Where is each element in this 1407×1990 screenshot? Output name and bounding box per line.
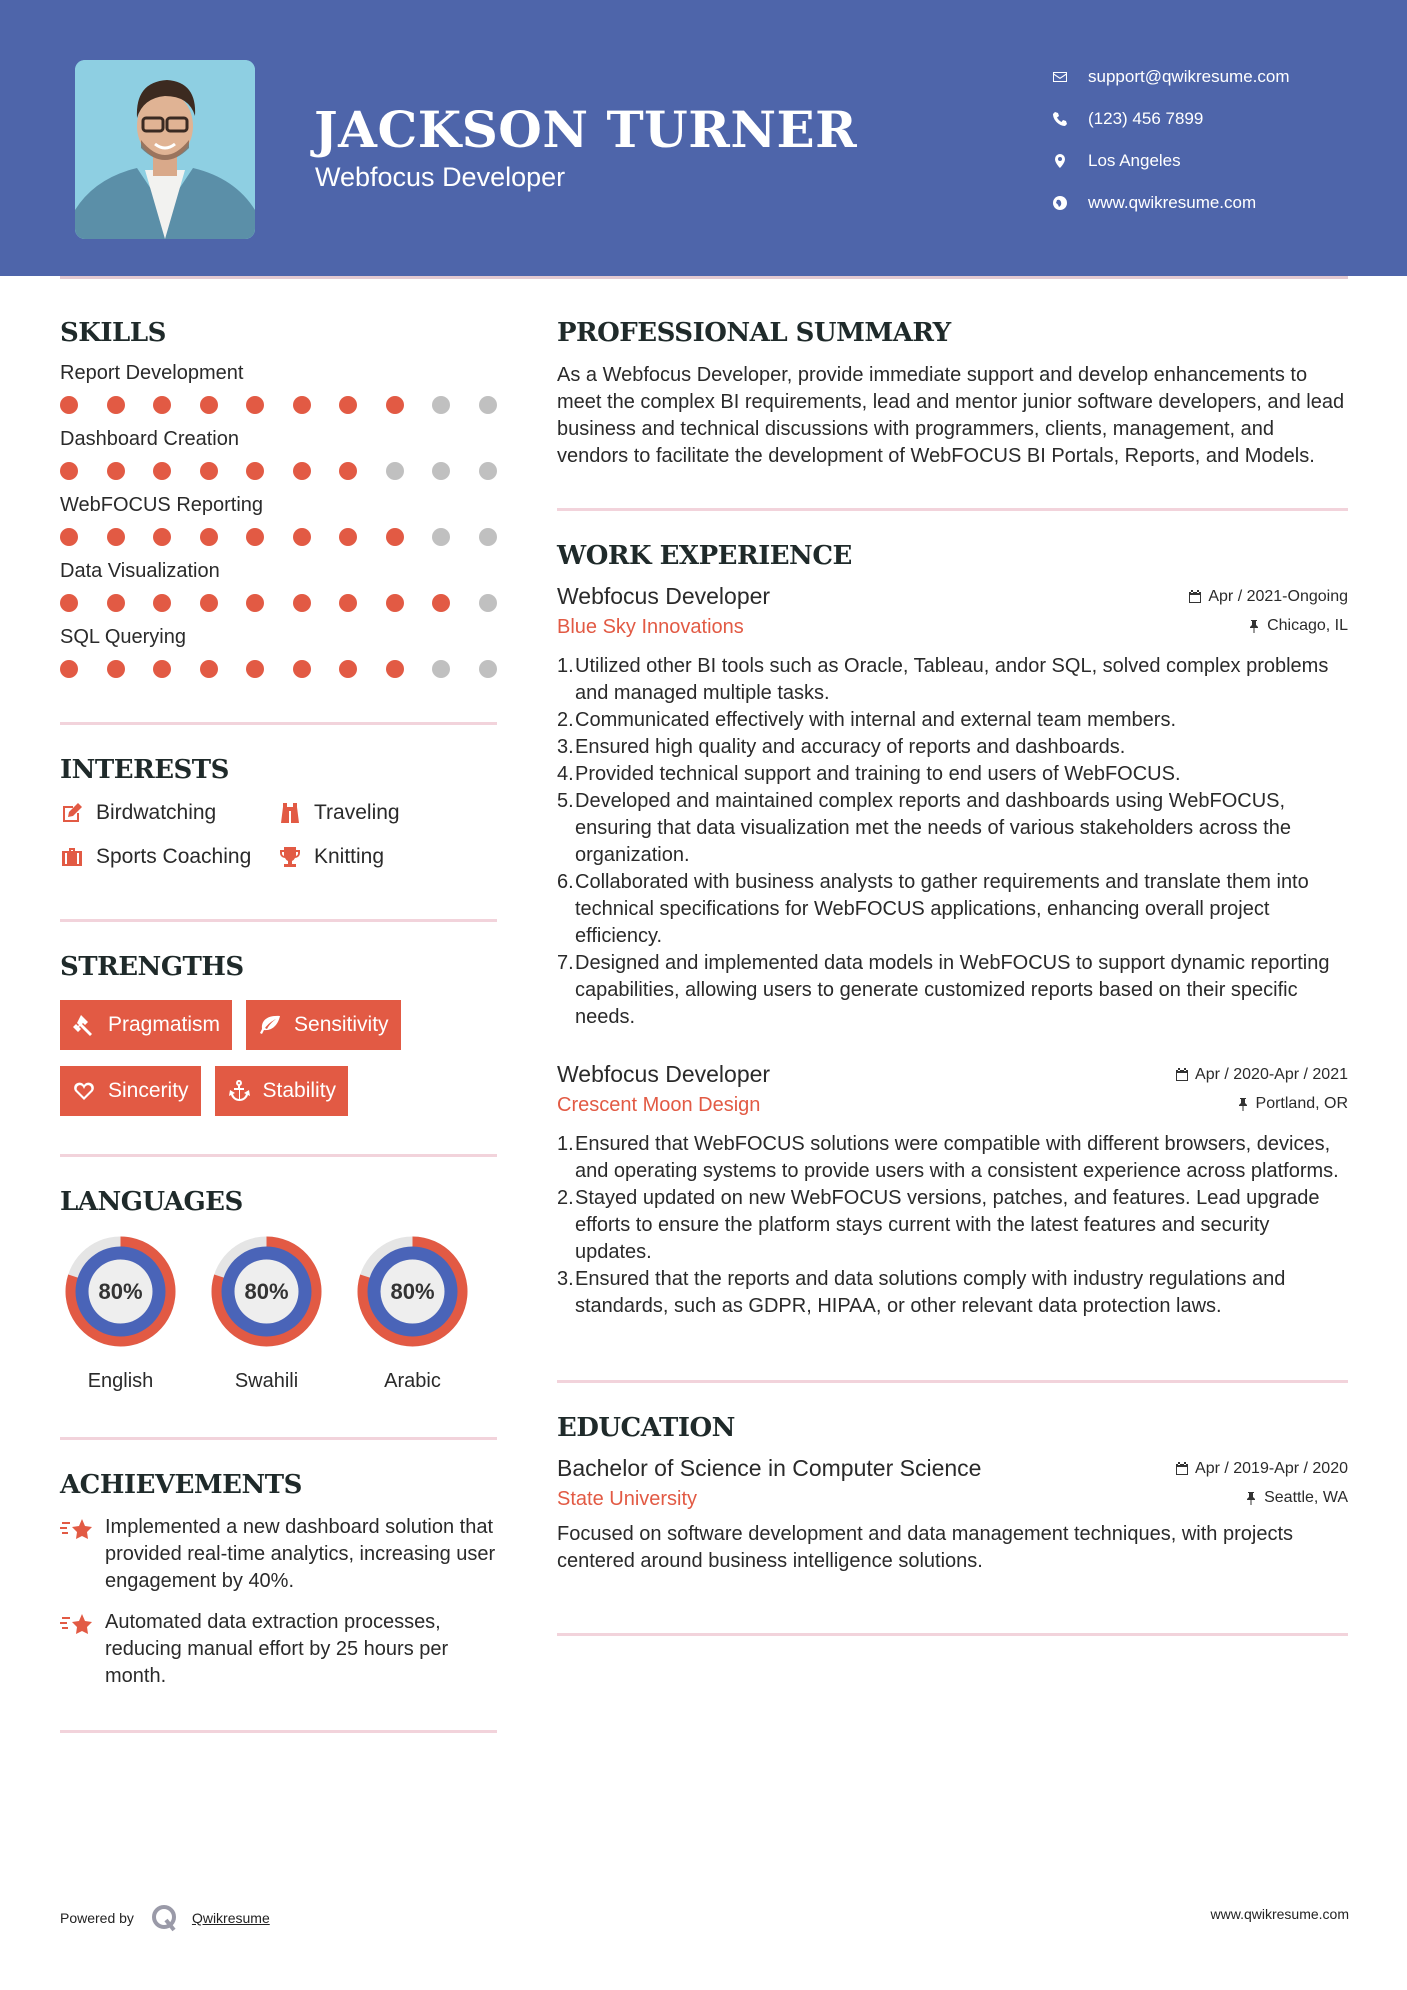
job-location-text: Portland, OR: [1255, 1095, 1348, 1112]
rating-dot-filled: [246, 396, 264, 414]
summary-text: As a Webfocus Developer, provide immediate support and develop enhancements to meet the complex BI requirements, lead and mentor junior software developers, and lead business and technical discussions with programmers, clients, management, and vendors to facilitate the development of WebFOCUS BI Portals, Reports, and Models.: [557, 364, 1345, 467]
skills-section: [60, 318, 497, 678]
skill-item: [60, 428, 497, 480]
rating-dot-filled: [386, 660, 404, 678]
rating-dot-empty: [432, 396, 450, 414]
job-subheader: [557, 616, 1348, 639]
rating-dot-filled: [293, 660, 311, 678]
shooting-star-icon: [60, 1609, 105, 1690]
contact-email-text: support@qwikresume.com: [1088, 67, 1290, 86]
section-divider: [60, 1154, 497, 1157]
pushpin-icon: [1236, 1097, 1250, 1111]
rating-dot-empty: [479, 594, 497, 612]
strength-label: Pragmatism: [108, 1013, 221, 1036]
contact-location-text: Los Angeles: [1088, 151, 1181, 170]
education-description: Focused on software development and data management techniques, with projects centered around business intelligence solutions.: [557, 1523, 1293, 1572]
education-subheader: [557, 1488, 1348, 1511]
rating-dot-filled: [200, 594, 218, 612]
job-responsibilities: [557, 1131, 1348, 1320]
section-divider: [60, 1730, 497, 1733]
skill-rating: [60, 594, 497, 612]
job-dates: [1175, 1066, 1348, 1084]
job-title: Webfocus Developer: [557, 583, 771, 609]
strength-label: Sincerity: [108, 1079, 189, 1102]
strengths-section: [60, 952, 497, 1116]
strength-badge: [215, 1066, 349, 1116]
contact-phone-text: (123) 456 7899: [1088, 109, 1204, 128]
section-divider: [60, 1437, 497, 1440]
binoculars-icon: [278, 801, 314, 825]
skill-rating: [60, 528, 497, 546]
rating-dot-empty: [386, 462, 404, 480]
rating-dot-empty: [479, 462, 497, 480]
job-location-text: Chicago, IL: [1267, 617, 1348, 634]
experience-heading: WORK EXPERIENCE: [557, 541, 852, 571]
pushpin-icon: [1244, 1491, 1258, 1505]
rating-dot-filled: [200, 660, 218, 678]
rating-dot-filled: [60, 528, 78, 546]
contact-website-text: www.qwikresume.com: [1088, 193, 1257, 212]
interest-label: Birdwatching: [96, 801, 217, 824]
map-marker-icon: [1050, 153, 1088, 169]
responsibility-item: Provided technical support and training to end users of WebFOCUS.: [575, 763, 1181, 785]
language-item: [352, 1231, 473, 1393]
header-divider: [60, 276, 1348, 279]
resume-header: [0, 0, 1407, 276]
responsibility-item: Stayed updated on new WebFOCUS versions, patches, and features. Lead upgrade efforts to ensure the platform stays current with the latest features and security updates.: [575, 1187, 1320, 1263]
rating-dot-filled: [386, 396, 404, 414]
skill-name: SQL Querying: [60, 626, 186, 648]
experience-section: [557, 541, 1348, 1320]
section-divider: [557, 508, 1348, 511]
language-percent: 80%: [98, 1278, 143, 1304]
interests-section: [60, 755, 497, 871]
rating-dot-filled: [293, 396, 311, 414]
trophy-icon: [278, 845, 314, 869]
interest-label: Traveling: [314, 801, 400, 824]
skill-rating: [60, 462, 497, 480]
leaf-icon: [258, 1013, 294, 1037]
language-item: [206, 1231, 327, 1393]
school-name: State University: [557, 1488, 698, 1510]
envelope-icon: [1050, 69, 1088, 85]
summary-section: [557, 318, 1348, 470]
job-dates: [1188, 588, 1348, 606]
interests-list: [60, 799, 497, 871]
education-section: [557, 1413, 1348, 1575]
profile-photo: [75, 60, 255, 239]
rating-dot-filled: [432, 594, 450, 612]
powered-by-label: Powered by: [60, 1910, 134, 1926]
job-location: [1236, 1095, 1348, 1113]
strength-badge: [60, 1000, 232, 1050]
language-name: English: [87, 1370, 154, 1392]
interest-label: Knitting: [314, 845, 385, 868]
rating-dot-filled: [60, 594, 78, 612]
rating-dot-filled: [339, 528, 357, 546]
language-item: [60, 1231, 181, 1393]
rating-dot-filled: [153, 660, 171, 678]
job-dates-text: Apr / 2020-Apr / 2021: [1195, 1066, 1348, 1083]
language-name: Swahili: [234, 1370, 299, 1392]
education-heading: EDUCATION: [557, 1413, 735, 1443]
rating-dot-filled: [246, 528, 264, 546]
rating-dot-filled: [200, 528, 218, 546]
job-entry: [557, 1061, 1348, 1320]
job-responsibilities: [557, 653, 1348, 1031]
responsibility-item: Developed and maintained complex reports and dashboards using WebFOCUS, ensuring that data visualization met the needs of various stakeholders across the organization.: [575, 790, 1291, 866]
responsibility-item: Ensured high quality and accuracy of reports and dashboards.: [575, 736, 1126, 758]
person-photo-icon: [75, 60, 255, 239]
responsibility-item: Collaborated with business analysts to gather requirements and translate them into technical specifications for WebFOCUS applications, enhancing overall project efficiency.: [575, 871, 1309, 947]
languages-list: [60, 1231, 497, 1393]
contact-email[interactable]: [1050, 56, 1380, 98]
job-header: [557, 583, 1348, 610]
rating-dot-filled: [60, 660, 78, 678]
skill-rating: [60, 396, 497, 414]
rating-dot-filled: [107, 594, 125, 612]
rating-dot-filled: [200, 396, 218, 414]
job-entry: [557, 583, 1348, 1031]
responsibility-item: Utilized other BI tools such as Oracle, Tableau, andor SQL, solved complex problems and managed multiple tasks.: [575, 655, 1329, 704]
skill-name: Data Visualization: [60, 560, 220, 582]
pushpin-icon: [1247, 619, 1261, 633]
company-name: Blue Sky Innovations: [557, 616, 744, 638]
footer-powered-by: [60, 1903, 270, 1933]
company-name: Crescent Moon Design: [557, 1094, 761, 1116]
strength-badge: [60, 1066, 201, 1116]
education-location-text: Seattle, WA: [1264, 1489, 1348, 1506]
language-progress-ring: [352, 1231, 473, 1352]
responsibility-item: Designed and implemented data models in WebFOCUS to support dynamic reporting capabilities, allowing users to generate customized reports based on their specific needs.: [575, 952, 1330, 1028]
rating-dot-filled: [339, 462, 357, 480]
rating-dot-filled: [153, 396, 171, 414]
rating-dot-filled: [386, 528, 404, 546]
job-subheader: [557, 1094, 1348, 1117]
skill-rating: [60, 660, 497, 678]
shooting-star-icon: [60, 1514, 105, 1595]
anchor-icon: [227, 1079, 263, 1103]
strength-badge: [246, 1000, 401, 1050]
language-percent: 80%: [244, 1278, 289, 1304]
summary-heading: PROFESSIONAL SUMMARY: [557, 318, 951, 348]
rating-dot-filled: [60, 462, 78, 480]
achievement-item: [60, 1609, 497, 1690]
candidate-name: JACKSON TURNER: [314, 100, 858, 159]
contact-location: [1050, 140, 1380, 182]
achievement-item: [60, 1514, 497, 1595]
interest-item: [278, 799, 478, 827]
skill-name: WebFOCUS Reporting: [60, 494, 264, 516]
rating-dot-empty: [432, 528, 450, 546]
rating-dot-empty: [479, 660, 497, 678]
education-dates: [1175, 1460, 1348, 1478]
interests-heading: INTERESTS: [60, 755, 229, 785]
interest-item: [278, 843, 478, 871]
rating-dot-empty: [432, 660, 450, 678]
job-location: [1247, 617, 1348, 635]
rating-dot-filled: [153, 594, 171, 612]
language-progress-ring: [206, 1231, 327, 1352]
languages-heading: LANGUAGES: [60, 1187, 243, 1217]
responsibility-item: Ensured that WebFOCUS solutions were compatible with different browsers, devices, and operating systems to provide users with a consistent experience across platforms.: [575, 1133, 1339, 1182]
edit-icon: [60, 801, 96, 825]
rating-dot-filled: [386, 594, 404, 612]
rating-dot-filled: [339, 396, 357, 414]
section-divider: [557, 1380, 1348, 1383]
calendar-icon: [1188, 590, 1202, 604]
contact-phone[interactable]: [1050, 98, 1380, 140]
skill-item: [60, 494, 497, 546]
right-column: [557, 318, 1348, 1636]
interest-label: Sports Coaching: [96, 845, 252, 868]
rating-dot-filled: [107, 660, 125, 678]
skill-item: [60, 560, 497, 612]
languages-section: [60, 1187, 497, 1393]
achievement-text: Implemented a new dashboard solution that provided real-time analytics, increasing user engagement by 40%.: [105, 1516, 496, 1592]
rating-dot-filled: [107, 462, 125, 480]
rating-dot-empty: [479, 396, 497, 414]
skill-item: [60, 626, 497, 678]
rating-dot-filled: [107, 528, 125, 546]
achievements-heading: ACHIEVEMENTS: [60, 1470, 302, 1500]
achievement-text: Automated data extraction processes, reducing manual effort by 25 hours per month.: [105, 1611, 449, 1687]
rating-dot-filled: [107, 396, 125, 414]
heart-icon: [72, 1079, 108, 1103]
skill-name: Report Development: [60, 362, 244, 384]
rating-dot-filled: [153, 528, 171, 546]
rating-dot-filled: [246, 660, 264, 678]
strengths-list: [60, 1000, 497, 1116]
briefcase-icon: [60, 845, 96, 869]
skill-item: [60, 362, 497, 414]
language-progress-ring: [60, 1231, 181, 1352]
rating-dot-empty: [432, 462, 450, 480]
strength-label: Sensitivity: [294, 1013, 389, 1036]
education-entry: [557, 1455, 1348, 1575]
interest-item: [60, 799, 278, 827]
rating-dot-filled: [293, 594, 311, 612]
job-dates-text: Apr / 2021-Ongoing: [1208, 588, 1348, 605]
education-header: [557, 1455, 1348, 1482]
job-title: Webfocus Developer: [557, 1061, 771, 1087]
candidate-title: Webfocus Developer: [315, 162, 566, 192]
achievements-section: [60, 1470, 497, 1690]
contact-list: [1050, 56, 1380, 224]
language-percent: 80%: [390, 1278, 435, 1304]
interest-item: [60, 843, 278, 871]
rating-dot-filled: [246, 594, 264, 612]
section-divider: [60, 722, 497, 725]
responsibility-item: Ensured that the reports and data solutions comply with industry regulations and standards, such as GDPR, HIPAA, or other relevant data protection laws.: [575, 1268, 1286, 1317]
rating-dot-filled: [153, 462, 171, 480]
section-divider: [60, 919, 497, 922]
qwikresume-link[interactable]: Qwikresume: [191, 1910, 270, 1926]
footer-website[interactable]: www.qwikresume.com: [1210, 1906, 1349, 1922]
gavel-icon: [72, 1013, 108, 1037]
skill-name: Dashboard Creation: [60, 428, 239, 450]
rating-dot-filled: [200, 462, 218, 480]
phone-icon: [1050, 111, 1088, 127]
skills-heading: SKILLS: [60, 318, 166, 348]
rating-dot-filled: [339, 660, 357, 678]
job-header: [557, 1061, 1348, 1088]
strength-label: Stability: [262, 1079, 337, 1102]
language-name: Arabic: [384, 1370, 441, 1392]
responsibility-item: Communicated effectively with internal and external team members.: [575, 709, 1177, 731]
rating-dot-filled: [339, 594, 357, 612]
rating-dot-filled: [293, 462, 311, 480]
section-divider: [557, 1633, 1348, 1636]
calendar-icon: [1175, 1462, 1189, 1476]
rating-dot-empty: [479, 528, 497, 546]
globe-icon: [1050, 195, 1088, 211]
degree-title: Bachelor of Science in Computer Science: [557, 1455, 982, 1481]
education-location: [1244, 1489, 1348, 1507]
strengths-heading: STRENGTHS: [60, 952, 244, 982]
rating-dot-filled: [293, 528, 311, 546]
education-dates-text: Apr / 2019-Apr / 2020: [1195, 1460, 1348, 1477]
rating-dot-filled: [60, 396, 78, 414]
left-column: [60, 318, 497, 1733]
rating-dot-filled: [246, 462, 264, 480]
calendar-icon: [1175, 1068, 1189, 1082]
qwikresume-logo-icon: [150, 1903, 180, 1933]
contact-website[interactable]: [1050, 182, 1380, 224]
